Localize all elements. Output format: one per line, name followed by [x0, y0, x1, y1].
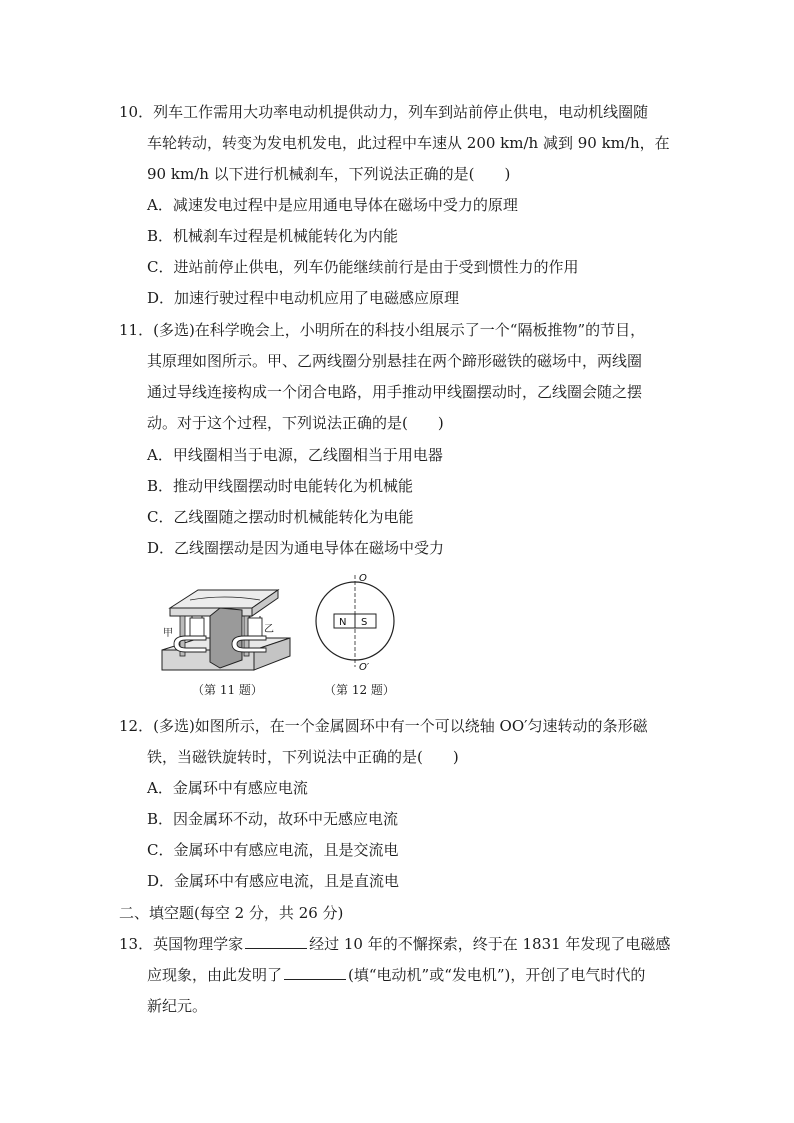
- q12-option-d: D．金属环中有感应电流，且是直流电: [147, 872, 400, 890]
- q12-stem-line1: 12．(多选)如图所示，在一个金属圆环中有一个可以绕轴 OO′匀速转动的条形磁: [119, 717, 648, 735]
- q11-option-d: D．乙线圈摆动是因为通电导体在磁场中受力: [147, 539, 445, 557]
- q11-stem-line1: 11．(多选)在科学晚会上，小明所在的科技小组展示了一个“隔板推物”的节目，: [119, 321, 646, 339]
- q13-line1-part-b: 经过 10 年的不懈探索，终于在 1831 年发现了电磁感: [309, 935, 671, 953]
- q10-option-d: D．加速行驶过程中电动机应用了电磁感应原理: [147, 289, 460, 307]
- fig12-label-o-prime: O′: [359, 662, 370, 672]
- q13-line2-part-a: 应现象，由此发明了: [147, 966, 283, 984]
- q13-line1-part-a: 13．英国物理学家: [119, 935, 244, 953]
- q13-line1: [119, 934, 670, 954]
- q10-option-a: A．减速发电过程中是应用通电导体在磁场中受力的原理: [147, 196, 518, 214]
- q10-option-c: C．进站前停止供电，列车仍能继续前行是由于受到惯性力的作用: [147, 258, 579, 276]
- q11-option-a: A．甲线圈相当于电源，乙线圈相当于用电器: [147, 446, 443, 464]
- q10-stem-line1: 10．列车工作需用大功率电动机提供动力，列车到站前停止供电，电动机线圈随: [119, 103, 649, 121]
- q10-stem-line3: 90 km/h 以下进行机械刹车，下列说法正确的是( ): [147, 165, 511, 183]
- section-2-title: 二、填空题(每空 2 分，共 26 分): [119, 904, 344, 922]
- figure-11-caption: （第 11 题）: [192, 683, 263, 697]
- q12-option-b: B．因金属环不动，故环中无感应电流: [147, 810, 399, 828]
- q12-option-a: A．金属环中有感应电流: [147, 779, 308, 797]
- q11-stem-line4: 动。对于这个过程，下列说法正确的是( ): [147, 414, 444, 432]
- q12-option-c: C．金属环中有感应电流，且是交流电: [147, 841, 399, 859]
- q12-stem-line2: 铁，当磁铁旋转时，下列说法中正确的是( ): [147, 748, 459, 766]
- q11-stem-line3: 通过导线连接构成一个闭合电路，用手推动甲线圈摆动时，乙线圈会随之摆: [147, 383, 643, 401]
- q11-option-c: C．乙线圈随之摆动时机械能转化为电能: [147, 508, 414, 526]
- fig11-label-yi: 乙: [264, 624, 274, 635]
- fig12-label-o: O: [359, 573, 367, 584]
- q13-line2-part-b: (填“电动机”或“发电机”)，开创了电气时代的: [348, 966, 646, 984]
- figure-12-ring-magnet: [308, 570, 408, 672]
- fig11-label-jia: 甲: [163, 628, 173, 639]
- q13-blank-1[interactable]: [245, 934, 307, 949]
- q13-line2: [147, 965, 645, 985]
- fig12-label-s: S: [361, 617, 368, 628]
- q10-stem-line2: 车轮转动，转变为发电机发电，此过程中车速从 200 km/h 减到 90 km/h，在: [147, 134, 670, 152]
- q13-blank-2[interactable]: [284, 965, 346, 980]
- q13-line3: 新纪元。: [147, 997, 208, 1015]
- fig12-label-n: N: [339, 617, 347, 628]
- q11-option-b: B．推动甲线圈摆动时电能转化为机械能: [147, 477, 414, 495]
- figure-12-caption: （第 12 题）: [324, 683, 395, 697]
- figure-11-apparatus: [160, 588, 292, 676]
- q10-option-b: B．机械刹车过程是机械能转化为内能: [147, 227, 399, 245]
- q11-stem-line2: 其原理如图所示。甲、乙两线圈分别悬挂在两个蹄形磁铁的磁场中，两线圈: [147, 352, 643, 370]
